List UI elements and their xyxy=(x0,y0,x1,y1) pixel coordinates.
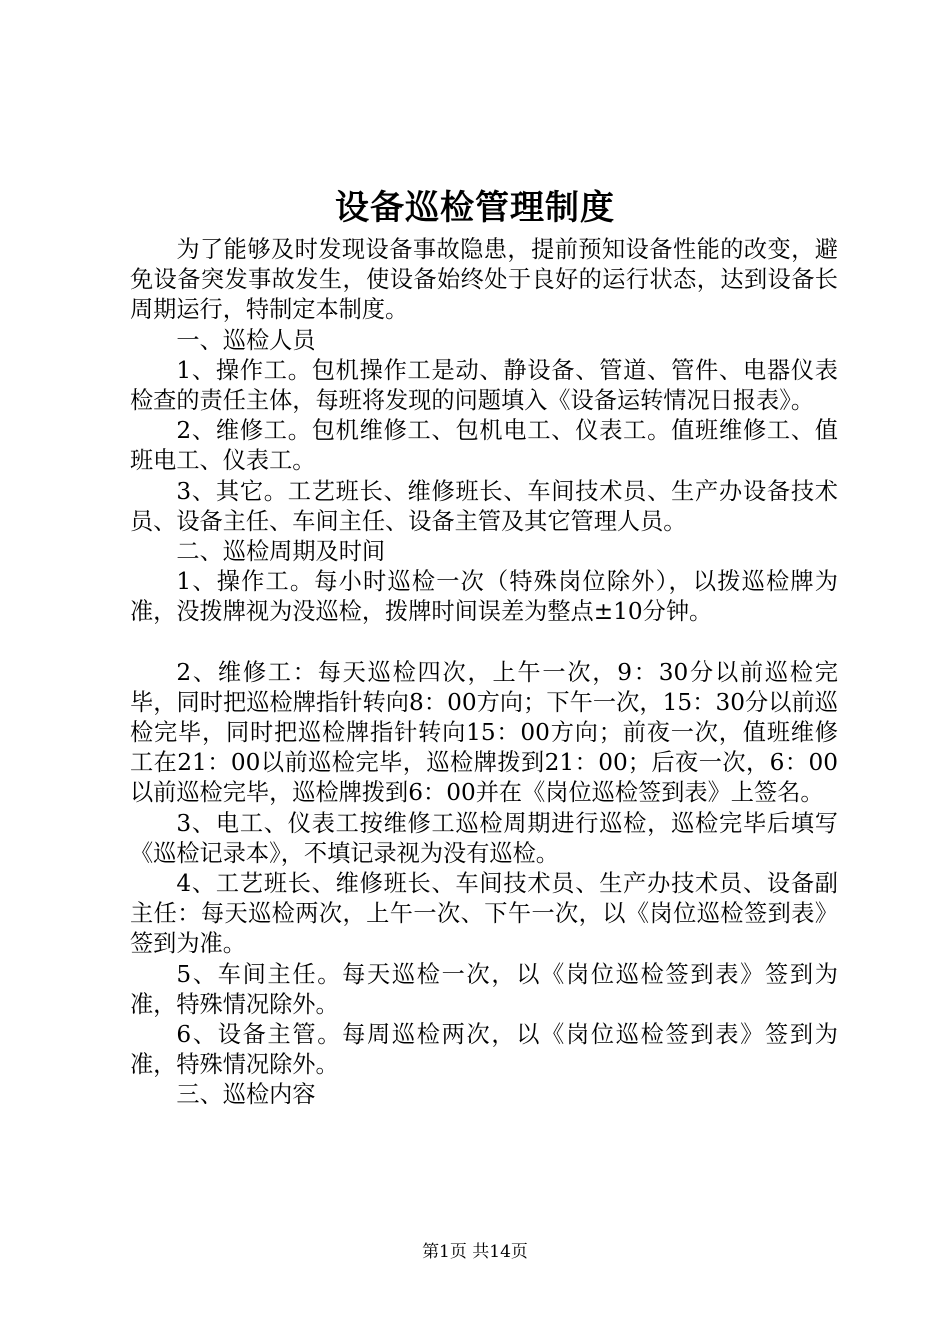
section-heading-personnel: 一、巡检人员 xyxy=(176,326,316,354)
paragraph-intro: 为了能够及时发现设备事故隐患，提前预知设备性能的改变，避免设备突发事故发生，使设备始终处于良好的运行状态，达到设备长周期运行，特制定本制度。 xyxy=(130,236,838,324)
paragraph-leaders-cycle: 4、工艺班长、维修班长、车间技术员、生产办技术员、设备副主任：每天巡检两次，上午一次、下午一次，以《岗位巡检签到表》签到为准。 xyxy=(130,870,838,958)
paragraph-maintenance: 2、维修工。包机维修工、包机电工、仪表工。值班维修工、值班电工、仪表工。 xyxy=(130,417,838,475)
section-heading-content: 三、巡检内容 xyxy=(176,1081,316,1109)
paragraph-director-cycle: 5、车间主任。每天巡检一次，以《岗位巡检签到表》签到为准，特殊情况除外。 xyxy=(130,960,838,1018)
document-title: 设备巡检管理制度 xyxy=(335,188,615,228)
paragraph-others: 3、其它。工艺班长、维修班长、车间技术员、生产办设备技术员、设备主任、车间主任、设备主管及其它管理人员。 xyxy=(130,477,838,535)
paragraph-electrician-cycle: 3、电工、仪表工按维修工巡检周期进行巡检，巡检完毕后填写《巡检记录本》，不填记录视为没有巡检。 xyxy=(130,809,838,867)
paragraph-maintenance-cycle: 2、维修工：每天巡检四次，上午一次，9：30分以前巡检完毕，同时把巡检牌指针转向8：00方向；下午一次，15：30分以前巡检完毕，同时把巡检牌指针转向15：00方向；前夜一次，值班维修工在21：00以前巡检完毕，巡检牌拨到21：00；后夜一次，6：00以前巡检完毕，巡检牌拨到6：00并在《岗位巡检签到表》上签名。 xyxy=(130,658,838,807)
paragraph-operator: 1、操作工。包机操作工是动、静设备、管道、管件、电器仪表检查的责任主体，每班将发现的问题填入《设备运转情况日报表》。 xyxy=(130,356,838,415)
page-number: 第1页 共14页 xyxy=(422,1242,528,1262)
document-body xyxy=(130,235,838,1111)
blank-line xyxy=(130,628,838,658)
paragraph-operator-cycle: 1、操作工。每小时巡检一次（特殊岗位除外），以拨巡检牌为准，没拨牌视为没巡检，拨牌时间误差为整点±10分钟。 xyxy=(130,568,838,626)
section-heading-cycle: 二、巡检周期及时间 xyxy=(176,538,386,566)
paragraph-manager-cycle: 6、设备主管。每周巡检两次，以《岗位巡检签到表》签到为准，特殊情况除外。 xyxy=(130,1021,838,1079)
